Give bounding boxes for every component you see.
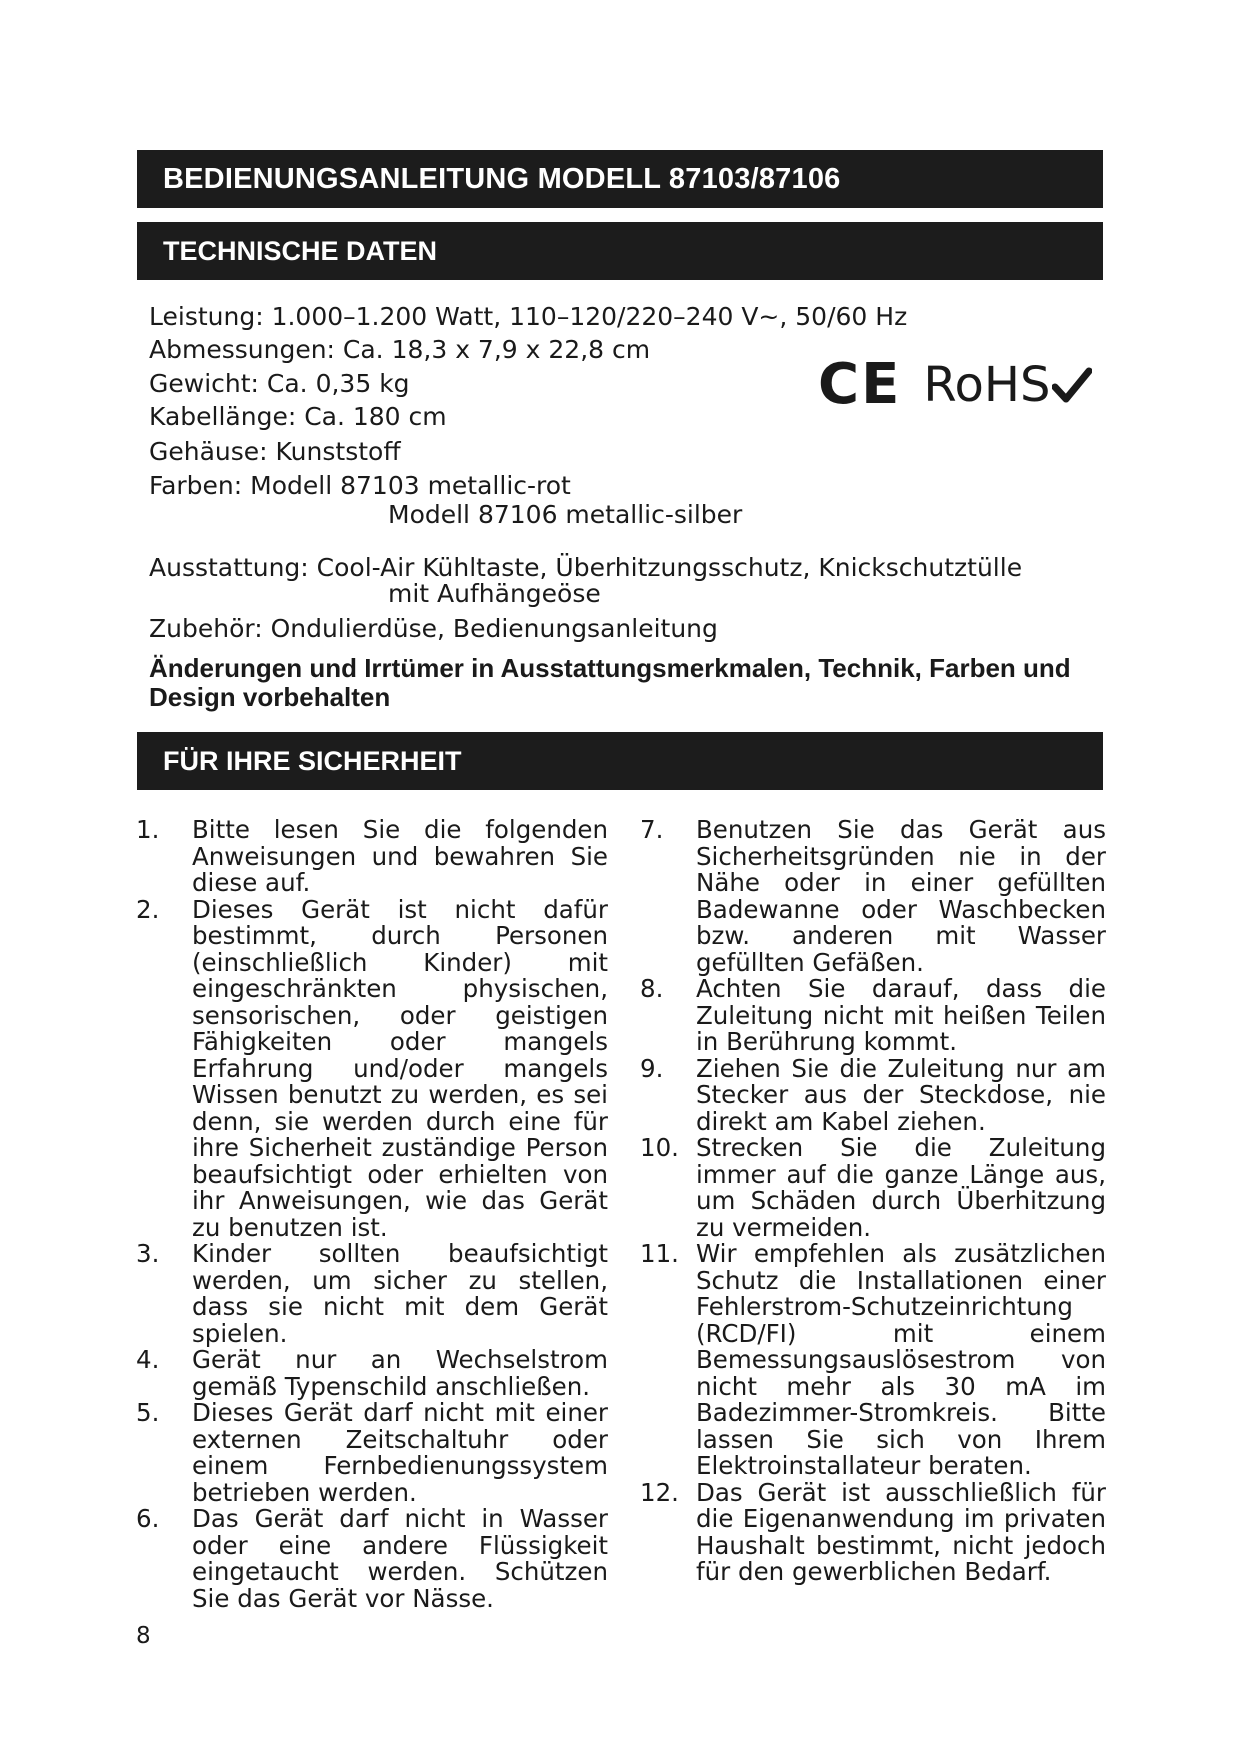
item-text: Kinder sollten beaufsichtigt werden, um sicher zu stellen, dass sie nicht mit dem Gerät spielen. bbox=[192, 1239, 608, 1348]
safety-heading: FÜR IHRE SICHERHEIT bbox=[137, 732, 1103, 790]
safety-item bbox=[640, 1053, 1106, 1136]
spec-colors-second: Modell 87106 metallic-silber bbox=[388, 500, 743, 529]
spec-accessories: Zubehör: Ondulierdüse, Bedienungsanleitung bbox=[149, 614, 718, 643]
safety-list-left bbox=[136, 817, 608, 1612]
spec-power: Leistung: 1.000–1.200 Watt, 110–120/220–240 V~, 50/60 Hz bbox=[149, 302, 908, 331]
safety-item bbox=[640, 817, 1106, 976]
safety-item bbox=[136, 1347, 608, 1400]
item-number: 1. bbox=[136, 815, 160, 844]
item-number: 3. bbox=[136, 1239, 160, 1268]
item-number: 11. bbox=[640, 1239, 679, 1268]
certification-logos bbox=[818, 350, 1092, 420]
safety-item bbox=[136, 894, 608, 1242]
item-number: 8. bbox=[640, 974, 664, 1003]
safety-item bbox=[640, 976, 1106, 1056]
checkmark-icon bbox=[1052, 365, 1092, 405]
spec-cable-length: Kabellänge: Ca. 180 cm bbox=[149, 402, 447, 431]
item-number: 4. bbox=[136, 1345, 160, 1374]
item-text: Wir empfehlen als zusätzlichen Schutz die Installationen einer Fehlerstrom-Schutzeinrichtung (RCD/FI) mit einem Bemessungsauslösestrom von nicht mehr als 30 mA im Badezimmer-Stromkreis. Bitte lassen Sie sich von Ihrem Elektroinstallateur beraten. bbox=[696, 1239, 1106, 1480]
safety-item bbox=[136, 1506, 608, 1612]
item-number: 5. bbox=[136, 1398, 160, 1427]
technical-data-heading: TECHNISCHE DATEN bbox=[137, 222, 1103, 280]
item-number: 9. bbox=[640, 1053, 664, 1083]
item-text: Das Gerät ist ausschließlich für die Eigenanwendung im privaten Haushalt bestimmt, nicht jedoch für den gewerblichen Bedarf. bbox=[696, 1477, 1106, 1586]
item-number: 10. bbox=[640, 1133, 679, 1162]
item-text: Dieses Gerät ist nicht dafür bestimmt, durch Personen (einschließlich Kinder) mit eingeschränkten physischen, sensorischen, oder geistigen Fähigkeiten oder mangels Erfahrung und/oder mangels Wissen benutzt zu werden, es sei denn, sie werden durch eine für ihre Sicherheit zuständige Person beaufsichtigt oder erhielten von ihr Anweisungen, wie das Gerät zu benutzen ist. bbox=[192, 894, 608, 1242]
item-text: Das Gerät darf nicht in Wasser oder eine andere Flüssigkeit eingetaucht werden. Schützen Sie das Gerät vor Nässe. bbox=[192, 1504, 608, 1613]
rohs-logo: RoHS bbox=[923, 357, 1051, 413]
item-text: Dieses Gerät darf nicht mit einer externen Zeitschaltuhr oder einem Fernbedienungssystem betrieben werden. bbox=[192, 1398, 608, 1507]
changes-notice: Änderungen und Irrtümer in Ausstattungsmerkmalen, Technik, Farben und Design vorbehalten bbox=[149, 653, 1071, 712]
safety-item bbox=[136, 1400, 608, 1506]
spec-colors: Farben: Modell 87103 metallic-rot bbox=[149, 471, 571, 500]
item-text: Achten Sie darauf, dass die Zuleitung nicht mit heißen Teilen in Berührung kommt. bbox=[696, 974, 1106, 1056]
item-number: 2. bbox=[136, 894, 160, 924]
manual-title: BEDIENUNGSANLEITUNG MODELL 87103/87106 bbox=[137, 150, 1103, 208]
ce-mark-logo: CE bbox=[818, 352, 902, 417]
spec-equipment: Ausstattung: Cool-Air Kühltaste, Überhitzungsschutz, Knickschutztülle bbox=[149, 553, 1023, 582]
item-text: Gerät nur an Wechselstrom gemäß Typenschild anschließen. bbox=[192, 1345, 608, 1401]
item-text: Ziehen Sie die Zuleitung nur am Stecker aus der Steckdose, nie direkt am Kabel ziehen. bbox=[696, 1053, 1106, 1136]
spec-equipment-second: mit Aufhängeöse bbox=[388, 579, 601, 608]
spec-housing: Gehäuse: Kunststoff bbox=[149, 437, 401, 466]
item-text: Strecken Sie die Zuleitung immer auf die ganze Länge aus, um Schäden durch Überhitzung zu vermeiden. bbox=[696, 1133, 1106, 1242]
safety-item bbox=[136, 1241, 608, 1347]
item-number: 6. bbox=[136, 1504, 160, 1533]
spec-dimensions: Abmessungen: Ca. 18,3 x 7,9 x 22,8 cm bbox=[149, 335, 651, 364]
page-number: 8 bbox=[136, 1623, 151, 1649]
spec-weight: Gewicht: Ca. 0,35 kg bbox=[149, 369, 410, 398]
safety-item bbox=[640, 1241, 1106, 1480]
item-number: 12. bbox=[640, 1477, 679, 1507]
item-number: 7. bbox=[640, 815, 664, 844]
safety-item bbox=[640, 1477, 1106, 1586]
item-text: Bitte lesen Sie die folgenden Anweisungen und bewahren Sie diese auf. bbox=[192, 815, 608, 897]
safety-item bbox=[136, 817, 608, 897]
safety-list-right bbox=[640, 817, 1106, 1586]
safety-item bbox=[640, 1135, 1106, 1241]
item-text: Benutzen Sie das Gerät aus Sicherheitsgründen nie in der Nähe oder in einer gefüllten Badewanne oder Waschbecken bzw. anderen mit Wasser gefüllten Gefäßen. bbox=[696, 815, 1106, 977]
